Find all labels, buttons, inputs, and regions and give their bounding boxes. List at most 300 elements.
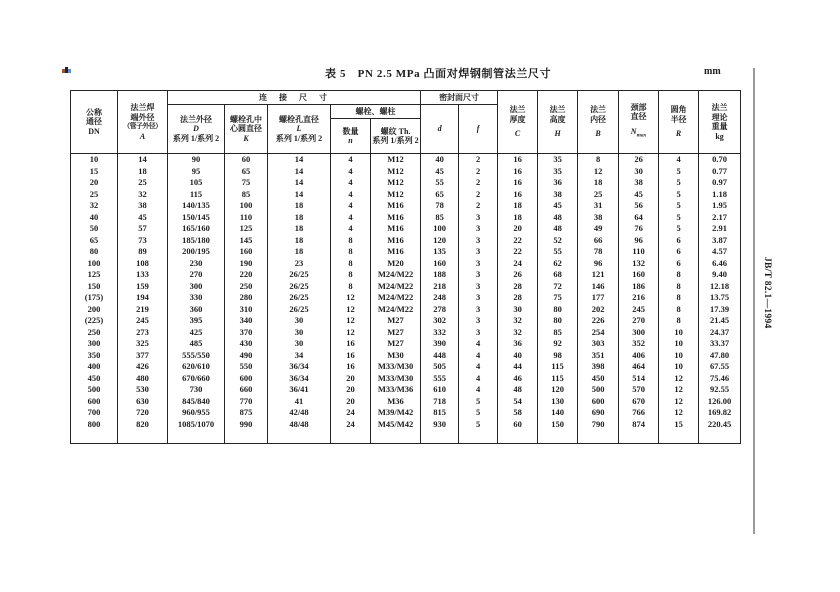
cell: 0.70 (699, 154, 741, 166)
cell: 226 (578, 315, 619, 327)
cell: 2.17 (699, 212, 741, 224)
cell: 4 (331, 177, 371, 189)
cell: 18 (268, 223, 331, 235)
cell: 15 (71, 166, 118, 178)
cell: 8 (331, 281, 371, 293)
col-header-seal-f: f (459, 105, 498, 154)
cell: 110 (619, 246, 659, 258)
cell (225, 430, 268, 444)
cell: 500 (71, 384, 118, 396)
cell: 73 (118, 235, 168, 247)
cell: 105 (168, 177, 225, 189)
cell: 2 (459, 200, 498, 212)
cell: 48/48 (268, 419, 331, 431)
cell: 78 (421, 200, 459, 212)
cell: 10 (659, 327, 699, 339)
cell: 80 (71, 246, 118, 258)
cell: 64 (619, 212, 659, 224)
col-header-flange-height: 法兰 高度 H (538, 91, 578, 154)
cell: 145 (225, 235, 268, 247)
cell (168, 430, 225, 444)
table-row (71, 304, 741, 316)
cell: 14 (268, 177, 331, 189)
cell: 4 (331, 189, 371, 201)
cell: 76 (619, 223, 659, 235)
cell: 32 (118, 189, 168, 201)
cell: 16 (331, 361, 371, 373)
cell: 2.91 (699, 223, 741, 235)
cell: 3 (459, 258, 498, 270)
cell: 8 (659, 292, 699, 304)
cell: 36 (498, 338, 538, 350)
cell: 8 (331, 269, 371, 281)
cell: 875 (225, 407, 268, 419)
cell: 190 (225, 258, 268, 270)
cell: 300 (619, 327, 659, 339)
cell: M45/M42 (371, 419, 421, 431)
cell: 464 (619, 361, 659, 373)
cell: 23 (268, 258, 331, 270)
cell: 8 (331, 258, 371, 270)
cell: 800 (71, 419, 118, 431)
table-row (71, 419, 741, 431)
cell: 90 (168, 154, 225, 166)
cell: 30 (268, 315, 331, 327)
cell: 480 (118, 373, 168, 385)
cell: 130 (538, 396, 578, 408)
cell: 310 (225, 304, 268, 316)
cell: 5 (659, 177, 699, 189)
cell: 3.87 (699, 235, 741, 247)
cell: 52 (538, 235, 578, 247)
cell: 960/955 (168, 407, 225, 419)
cell: 8 (659, 304, 699, 316)
cell: 820 (118, 419, 168, 431)
cell: 38 (619, 177, 659, 189)
cell: 16 (498, 154, 538, 166)
cell: 10 (659, 338, 699, 350)
cell: M27 (371, 315, 421, 327)
cell: 49 (578, 223, 619, 235)
standard-reference-vertical: JB/T 82.1—1994 (762, 257, 772, 329)
cell: 44 (498, 361, 538, 373)
cell: 85 (421, 212, 459, 224)
cell: 5 (459, 419, 498, 431)
cell: 245 (619, 304, 659, 316)
cell: 60 (225, 154, 268, 166)
cell: 230 (168, 258, 225, 270)
cell: 188 (421, 269, 459, 281)
cell: 85 (225, 189, 268, 201)
cell: 2 (459, 166, 498, 178)
cell: 430 (225, 338, 268, 350)
cell: 28 (498, 281, 538, 293)
cell: 4 (459, 361, 498, 373)
cell: 4 (331, 200, 371, 212)
cell: 766 (619, 407, 659, 419)
cell: 40 (498, 350, 538, 362)
cell: 12 (659, 373, 699, 385)
cell: 65 (225, 166, 268, 178)
cell: 325 (118, 338, 168, 350)
cell: 218 (421, 281, 459, 293)
cell: 40 (421, 154, 459, 166)
cell: 159 (118, 281, 168, 293)
cell: 390 (421, 338, 459, 350)
cell: 24 (498, 258, 538, 270)
cell: 100 (71, 258, 118, 270)
group-header-sealing-face: 密封面尺寸 (421, 91, 498, 105)
cell: 85 (538, 327, 578, 339)
cell (118, 430, 168, 444)
cell: 12 (331, 304, 371, 316)
cell: M36 (371, 396, 421, 408)
cell: 125 (225, 223, 268, 235)
cell: 670/660 (168, 373, 225, 385)
cell: 490 (225, 350, 268, 362)
cell: 245 (118, 315, 168, 327)
cell: 815 (421, 407, 459, 419)
cell: 219 (118, 304, 168, 316)
table-row (71, 338, 741, 350)
cell: 133 (118, 269, 168, 281)
cell: 302 (421, 315, 459, 327)
cell: 200/195 (168, 246, 225, 258)
cell: 202 (578, 304, 619, 316)
cell: 620/610 (168, 361, 225, 373)
cell: 8 (578, 154, 619, 166)
cell: 89 (118, 246, 168, 258)
cell: 220.45 (699, 419, 741, 431)
cell: 24.37 (699, 327, 741, 339)
cell: M24/M22 (371, 292, 421, 304)
cell: 600 (578, 396, 619, 408)
cell: 6 (659, 246, 699, 258)
cell: 55 (421, 177, 459, 189)
cell: M33/M30 (371, 361, 421, 373)
cell: 990 (225, 419, 268, 431)
cell: 500 (578, 384, 619, 396)
cell: 425 (168, 327, 225, 339)
cell: 115 (168, 189, 225, 201)
cell: 300 (168, 281, 225, 293)
cell: 18 (578, 177, 619, 189)
flange-dimensions-table (70, 90, 741, 444)
cell: 48 (498, 384, 538, 396)
cell: 96 (619, 235, 659, 247)
cell: M16 (371, 212, 421, 224)
cell: 5 (459, 396, 498, 408)
cell: 14 (268, 189, 331, 201)
cell: 150 (538, 419, 578, 431)
table-row (71, 350, 741, 362)
cell: 3 (459, 304, 498, 316)
table-row (71, 154, 741, 166)
cell: 48 (538, 212, 578, 224)
cell: 186 (619, 281, 659, 293)
cell: 790 (578, 419, 619, 431)
cell: 26/25 (268, 269, 331, 281)
cell: 220 (225, 269, 268, 281)
cell: 485 (168, 338, 225, 350)
cell: 280 (225, 292, 268, 304)
cell: 177 (578, 292, 619, 304)
cell: 26/25 (268, 304, 331, 316)
table-row (71, 407, 741, 419)
cell: 4 (331, 212, 371, 224)
cell: 194 (118, 292, 168, 304)
cell: 352 (619, 338, 659, 350)
cell: 530 (118, 384, 168, 396)
cell: 125 (71, 269, 118, 281)
cell: 34 (268, 350, 331, 362)
cell: 32 (71, 200, 118, 212)
cell: 20 (331, 384, 371, 396)
group-header-connection-dims: 连 接 尺 寸 (168, 91, 421, 105)
table-row (71, 212, 741, 224)
cell: 273 (118, 327, 168, 339)
cell: 18 (268, 200, 331, 212)
cell: 14 (118, 154, 168, 166)
cell: 67.55 (699, 361, 741, 373)
cell: 5 (459, 407, 498, 419)
cell: 12 (659, 396, 699, 408)
cell: M33/M36 (371, 384, 421, 396)
cell: M12 (371, 154, 421, 166)
cell: 47.80 (699, 350, 741, 362)
cell (268, 430, 331, 444)
cell: 31 (578, 200, 619, 212)
cell: 370 (225, 327, 268, 339)
col-header-thread: 螺纹 Th. 系列 1/系列 2 (371, 119, 421, 154)
cell: 332 (421, 327, 459, 339)
cell: 845/840 (168, 396, 225, 408)
cell: 8 (659, 269, 699, 281)
cell: M24/M22 (371, 269, 421, 281)
cell: 18 (498, 212, 538, 224)
table-row (71, 361, 741, 373)
cell: 4 (459, 373, 498, 385)
cell: 4 (331, 166, 371, 178)
col-header-dn: 公称 通径 DN (71, 91, 118, 154)
cell: 92.55 (699, 384, 741, 396)
cell: 22 (498, 246, 538, 258)
cell: 600 (71, 396, 118, 408)
cell (71, 430, 118, 444)
cell: 930 (421, 419, 459, 431)
cell: 24 (331, 407, 371, 419)
cell: 6 (659, 258, 699, 270)
cell: 58 (498, 407, 538, 419)
table-spacer-row (71, 430, 741, 444)
cell: 26/25 (268, 281, 331, 293)
cell: 57 (118, 223, 168, 235)
cell: 600 (225, 373, 268, 385)
cell: M12 (371, 189, 421, 201)
cell: 3 (459, 235, 498, 247)
cell (331, 430, 371, 444)
col-header-flange-thickness: 法兰 厚度 C (498, 91, 538, 154)
cell: 45 (538, 200, 578, 212)
cell: 120 (421, 235, 459, 247)
table-row (71, 166, 741, 178)
cell: 300 (71, 338, 118, 350)
cell: 160 (421, 258, 459, 270)
cell: M24/M22 (371, 304, 421, 316)
cell: 660 (225, 384, 268, 396)
cell: 5 (659, 166, 699, 178)
cell: 108 (118, 258, 168, 270)
cell: M20 (371, 258, 421, 270)
cell: M30 (371, 350, 421, 362)
cell (699, 430, 741, 444)
page-edge-line (753, 68, 755, 534)
table-row (71, 246, 741, 258)
cell: M27 (371, 338, 421, 350)
cell: 24 (331, 419, 371, 431)
col-header-seal-d: d (421, 105, 459, 154)
table-body (71, 154, 741, 444)
cell: 350 (71, 350, 118, 362)
cell (578, 430, 619, 444)
cell: 16 (498, 166, 538, 178)
cell: 3 (459, 281, 498, 293)
cell: 26 (498, 269, 538, 281)
table-row (71, 200, 741, 212)
cell: 0.77 (699, 166, 741, 178)
cell: 278 (421, 304, 459, 316)
cell: 216 (619, 292, 659, 304)
cell: M12 (371, 166, 421, 178)
cell: 135 (421, 246, 459, 258)
cell: 132 (619, 258, 659, 270)
cell: 121 (578, 269, 619, 281)
cell: M16 (371, 200, 421, 212)
cell: 146 (578, 281, 619, 293)
cell: 115 (538, 361, 578, 373)
cell: 14 (268, 154, 331, 166)
cell: 100 (421, 223, 459, 235)
cell (421, 430, 459, 444)
cell: 16 (331, 338, 371, 350)
cell: M16 (371, 223, 421, 235)
cell: 169.82 (699, 407, 741, 419)
cell: 330 (168, 292, 225, 304)
cell: M39/M42 (371, 407, 421, 419)
cell: 670 (619, 396, 659, 408)
page-title: 表 5 PN 2.5 MPa 凸面对焊钢制管法兰尺寸 (325, 68, 552, 80)
cell: 610 (421, 384, 459, 396)
cell: 13.75 (699, 292, 741, 304)
cell: 377 (118, 350, 168, 362)
cell: 160 (225, 246, 268, 258)
cell: 630 (118, 396, 168, 408)
cell: M16 (371, 235, 421, 247)
cell: 4 (659, 154, 699, 166)
cell: 5 (659, 200, 699, 212)
cell: 28 (498, 292, 538, 304)
cell: 555/550 (168, 350, 225, 362)
cell: 450 (578, 373, 619, 385)
cell: 50 (71, 223, 118, 235)
cell: 65 (71, 235, 118, 247)
table-row (71, 189, 741, 201)
cell: 200 (71, 304, 118, 316)
cell: 160 (619, 269, 659, 281)
col-header-bolt-quantity: 数量 n (331, 119, 371, 154)
cell: 12 (331, 327, 371, 339)
cell: 140 (538, 407, 578, 419)
cell: 8 (331, 235, 371, 247)
cell: 6.46 (699, 258, 741, 270)
cell: 270 (168, 269, 225, 281)
cell: 20 (331, 373, 371, 385)
cell: 1.95 (699, 200, 741, 212)
cell: 96 (578, 258, 619, 270)
cell (619, 430, 659, 444)
cell: 16 (498, 189, 538, 201)
cell: 126.00 (699, 396, 741, 408)
cell: 5 (659, 223, 699, 235)
cell (498, 430, 538, 444)
cell: 40 (71, 212, 118, 224)
cell: 36/34 (268, 361, 331, 373)
table-row (71, 396, 741, 408)
cell: 0.97 (699, 177, 741, 189)
cell: 555 (421, 373, 459, 385)
cell: 35 (538, 166, 578, 178)
cell: 66 (578, 235, 619, 247)
cell: 26/25 (268, 292, 331, 304)
cell: 20 (331, 396, 371, 408)
cell: 12 (659, 407, 699, 419)
table-row (71, 177, 741, 189)
cell: 8 (331, 246, 371, 258)
cell: 18 (118, 166, 168, 178)
cell: 140/135 (168, 200, 225, 212)
cell: 20 (498, 223, 538, 235)
cell: 2 (459, 154, 498, 166)
cell: 395 (168, 315, 225, 327)
cell: M12 (371, 177, 421, 189)
cell: 406 (619, 350, 659, 362)
cell: 718 (421, 396, 459, 408)
cell: 4 (459, 384, 498, 396)
col-header-neck-diameter: 颈部 直径 $N_{max}$ (619, 91, 659, 154)
cell: 720 (118, 407, 168, 419)
cell: (175) (71, 292, 118, 304)
cell: 75.46 (699, 373, 741, 385)
cell: 448 (421, 350, 459, 362)
cell (538, 430, 578, 444)
cell: 150/145 (168, 212, 225, 224)
cell: 5 (659, 212, 699, 224)
cell: 3 (459, 327, 498, 339)
cell: 730 (168, 384, 225, 396)
cell: 4 (459, 338, 498, 350)
cell: 12 (331, 315, 371, 327)
cell: 5 (659, 189, 699, 201)
cell: 250 (225, 281, 268, 293)
cell: M16 (371, 246, 421, 258)
cell: 48 (538, 223, 578, 235)
table-row (71, 384, 741, 396)
cell: 550 (225, 361, 268, 373)
cell: 62 (538, 258, 578, 270)
cell: 120 (538, 384, 578, 396)
cell: 1085/1070 (168, 419, 225, 431)
cell: 65 (421, 189, 459, 201)
